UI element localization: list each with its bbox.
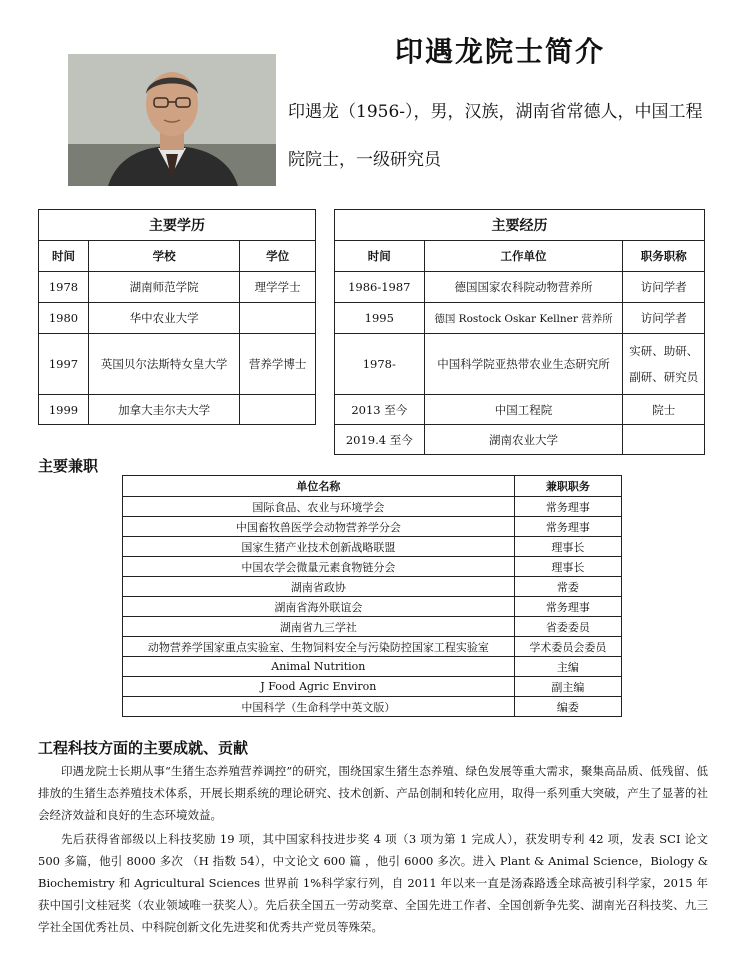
table-row: [123, 697, 622, 717]
table-row: [123, 497, 622, 517]
table-cell: 常委: [514, 577, 621, 597]
table-cell: J Food Agric Environ: [123, 677, 515, 697]
table-cell: 学术委员会委员: [514, 637, 621, 657]
table-row: [39, 303, 316, 334]
column-header: 学校: [88, 241, 239, 272]
table-cell: 院士: [623, 395, 705, 425]
table-cell: 1997: [39, 334, 89, 395]
table-cell: 常务理事: [514, 517, 621, 537]
table-cell: 湖南农业大学: [424, 425, 623, 455]
table-cell: 2019.4 至今: [335, 425, 425, 455]
table-row: [123, 537, 622, 557]
table-cell: 访问学者: [623, 303, 705, 334]
table-cell: 动物营养学国家重点实验室、生物饲料安全与污染防控国家工程实验室: [123, 637, 515, 657]
table-cell: 国际食品、农业与环境学会: [123, 497, 515, 517]
table-row: [335, 395, 705, 425]
table-cell: 1999: [39, 395, 89, 425]
column-header: 时间: [335, 241, 425, 272]
table-row: [39, 334, 316, 395]
portrait-photo: [68, 54, 276, 186]
table-cell: 加拿大圭尔夫大学: [88, 395, 239, 425]
table-row: [123, 557, 622, 577]
table-cell: [240, 303, 316, 334]
table-cell: 中国畜牧兽医学会动物营养学分会: [123, 517, 515, 537]
table-row: [335, 303, 705, 334]
page-title: 印遇龙院士简介: [394, 35, 605, 68]
table-row: [123, 657, 622, 677]
part-time-title: 主要兼职: [38, 457, 99, 475]
table-cell: 常务理事: [514, 497, 621, 517]
table-row: [39, 395, 316, 425]
table-cell: 营养学博士: [240, 334, 316, 395]
column-header: 职务职称: [623, 241, 705, 272]
table-row: [123, 517, 622, 537]
table-cell: 中国科学（生命科学中英文版）: [123, 697, 515, 717]
table-row: [335, 334, 705, 395]
table-cell: 省委委员: [514, 617, 621, 637]
table-row: [123, 597, 622, 617]
education-caption: 主要学历: [39, 210, 316, 241]
table-cell: 湖南师范学院: [88, 272, 239, 303]
table-cell: [623, 425, 705, 455]
table-cell: 中国农学会微量元素食物链分会: [123, 557, 515, 577]
table-cell: 理学学士: [240, 272, 316, 303]
table-cell: 1986-1987: [335, 272, 425, 303]
achievement-paragraph: 先后获得省部级以上科技奖励 19 项，其中国家科技进步奖 4 项（3 项为第 1 完成人），获发明专利 42 项，发表 SCI 论文 500 多篇，他引 8000 多次 （H 指数 54），中文论文 600 篇 ，他引 6000 多次。进入 Plant & Animal Science，Biology & Biochemistry 和 Agricultural Sciences 世界前 1%科学家行列，自 2011 年以来一直是汤森路透全球高被引科学家，2015 年获中国引文桂冠奖（农业领域唯一获奖人）。先后获全国五一劳动奖章、全国先进工作者、全国创新争先奖、湖南光召科技奖、九三学社全国优秀社员、中科院创新文化先进奖和优秀共产党员等殊荣。: [38, 832, 708, 934]
column-header: 兼职职务: [514, 476, 621, 497]
table-cell: 1978-: [335, 334, 425, 395]
table-cell: 德国国家农科院动物营养所: [424, 272, 623, 303]
table-cell: 实研、助研、副研、研究员: [623, 334, 705, 395]
achievement-paragraph: 印遇龙院士长期从事“生猪生态养殖营养调控”的研究，围绕国家生猪生态养殖、绿色发展等重大需求，聚集高品质、低残留、低排放的生猪生态养殖技术体系，开展长期系统的理论研究、技术创新、产品创制和转化应用，取得一系列重大突破，产生了显著的社会经济效益和良好的生态环境效益。: [38, 764, 708, 822]
table-cell: 理事长: [514, 537, 621, 557]
education-table: [38, 209, 316, 425]
table-cell: 2013 至今: [335, 395, 425, 425]
column-header: 时间: [39, 241, 89, 272]
table-cell: 1980: [39, 303, 89, 334]
intro-text: 印遇龙（1956-），男，汉族，湖南省常德人，中国工程院院士，一级研究员: [288, 102, 703, 170]
table-cell: 访问学者: [623, 272, 705, 303]
table-cell: 湖南省政协: [123, 577, 515, 597]
table-cell: 编委: [514, 697, 621, 717]
table-cell: 中国工程院: [424, 395, 623, 425]
table-cell: 华中农业大学: [88, 303, 239, 334]
part-time-table: [122, 475, 622, 717]
column-header: 工作单位: [424, 241, 623, 272]
table-cell: 1995: [335, 303, 425, 334]
table-row: [39, 272, 316, 303]
table-cell: 英国贝尔法斯特女皇大学: [88, 334, 239, 395]
table-cell: [240, 395, 316, 425]
table-row: [123, 577, 622, 597]
column-header: 单位名称: [123, 476, 515, 497]
career-caption: 主要经历: [335, 210, 705, 241]
table-row: [123, 617, 622, 637]
table-row: [335, 425, 705, 455]
column-header: 学位: [240, 241, 316, 272]
table-cell: 理事长: [514, 557, 621, 577]
table-cell: 主编: [514, 657, 621, 677]
table-cell: 国家生猪产业技术创新战略联盟: [123, 537, 515, 557]
table-cell: 常务理事: [514, 597, 621, 617]
table-row: [123, 677, 622, 697]
table-cell: 湖南省海外联谊会: [123, 597, 515, 617]
table-cell: 1978: [39, 272, 89, 303]
table-cell: 湖南省九三学社: [123, 617, 515, 637]
achievements-title: 工程科技方面的主要成就、贡献: [38, 739, 249, 757]
table-cell: 德国 Rostock Oskar Kellner 营养所: [424, 303, 623, 334]
table-row: [123, 637, 622, 657]
table-cell: 副主编: [514, 677, 621, 697]
table-cell: 中国科学院亚热带农业生态研究所: [424, 334, 623, 395]
table-row: [335, 272, 705, 303]
career-table: [334, 209, 705, 455]
table-cell: Animal Nutrition: [123, 657, 515, 677]
